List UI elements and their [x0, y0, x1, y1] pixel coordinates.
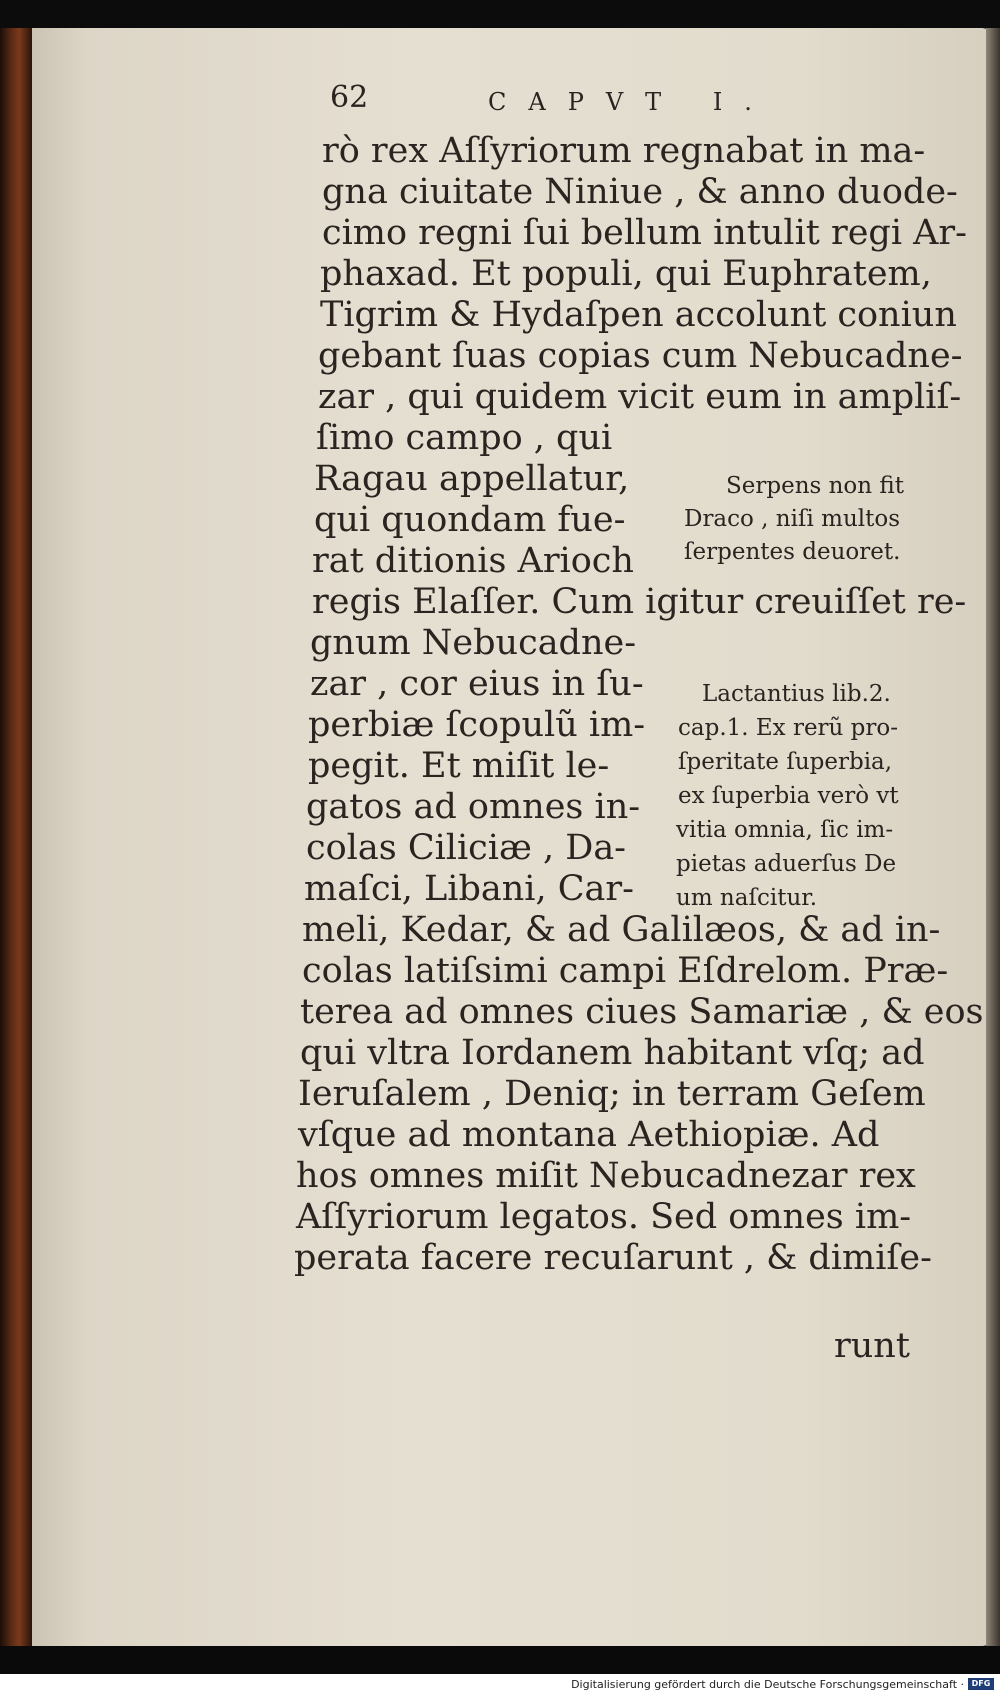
book-binding-edge [0, 28, 32, 1648]
footer-bar [0, 1674, 1000, 1694]
margin-note-1-line-1: Serpens non fit [726, 473, 904, 499]
body-line-15: perbiæ ſcopulũ im- [308, 705, 646, 745]
body-line-3: cimo regni ſui bellum intulit regi Ar- [322, 213, 967, 253]
body-line-5: Tigrim & Hydaſpen accolunt coniun [320, 295, 957, 335]
body-line-28: perata facere recuſarunt , & dimiſe- [294, 1238, 932, 1278]
margin-note-2-line-3: ſperitate ſuperbia, [678, 749, 893, 775]
body-line-17: gatos ad omnes in- [306, 787, 641, 827]
funding-credit: Digitalisierung gefördert durch die Deutsche Forschungsgemeinschaft · [571, 1678, 964, 1691]
body-line-1: rò rex Aſſyriorum regnabat in ma- [322, 131, 926, 171]
body-line-24: Ieruſalem , Deniq; in terram Geſem [298, 1074, 926, 1114]
body-line-14: zar , cor eius in ſu- [310, 664, 644, 704]
body-line-22: terea ad omnes ciues Samariæ , & eos [300, 992, 984, 1032]
margin-note-1-line-3: ſerpentes deuoret. [684, 539, 901, 565]
body-line-26: hos omnes miſit Nebucadnezar rex [296, 1156, 916, 1196]
page-number: 62 [330, 80, 369, 115]
scan-frame-bottom [0, 1646, 1000, 1674]
margin-note-2-line-6: pietas aduerſus De [676, 851, 897, 877]
body-line-16: pegit. Et miſit le- [308, 746, 610, 786]
body-line-4: phaxad. Et populi, qui Euphratem, [320, 254, 932, 294]
body-line-10: qui quondam fue- [314, 500, 626, 540]
margin-note-2-line-7: um naſcitur. [676, 885, 818, 911]
body-line-7: zar , qui quidem vicit eum in ampliſ- [318, 377, 962, 417]
body-line-12: regis Elaſſer. Cum igitur creuiſſet re- [312, 582, 967, 622]
body-line-23: qui vltra Iordanem habitant vſq; ad [300, 1033, 925, 1073]
body-line-2: gna ciuitate Niniue , & anno duode- [322, 172, 958, 212]
body-line-6: gebant ſuas copias cum Nebucadne- [318, 336, 963, 376]
body-line-8: ſimo campo , qui [316, 418, 613, 458]
scan-frame-top [0, 0, 1000, 30]
margin-note-2-line-4: ex ſuperbia verò vt [678, 783, 899, 809]
margin-note-2-line-1: Lactantius lib.2. [702, 681, 891, 707]
dfg-logo: DFG [968, 1678, 994, 1690]
margin-note-2-line-2: cap.1. Ex rerũ pro- [678, 715, 899, 741]
body-line-13: gnum Nebucadne- [310, 623, 637, 663]
body-line-11: rat ditionis Arioch [312, 541, 634, 581]
body-line-27: Aſſyriorum legatos. Sed omnes im- [296, 1197, 912, 1237]
body-line-25: vſque ad montana Aethiopiæ. Ad [298, 1115, 880, 1155]
body-line-9: Ragau appellatur, [314, 459, 630, 499]
running-head: CAPVT I. [488, 88, 774, 116]
margin-note-2-line-5: vitia omnia, ſic im- [676, 817, 894, 843]
page-edge-shadow [986, 28, 1000, 1648]
body-line-19: maſci, Libani, Car- [304, 869, 634, 909]
catchword: runt [834, 1326, 910, 1366]
margin-note-1-line-2: Draco , niſi multos [684, 506, 901, 532]
body-line-21: colas latiſsimi campi Eſdrelom. Præ- [302, 951, 949, 991]
body-line-20: meli, Kedar, & ad Galilæos, & ad in- [302, 910, 941, 950]
body-line-18: colas Ciliciæ , Da- [306, 828, 627, 868]
